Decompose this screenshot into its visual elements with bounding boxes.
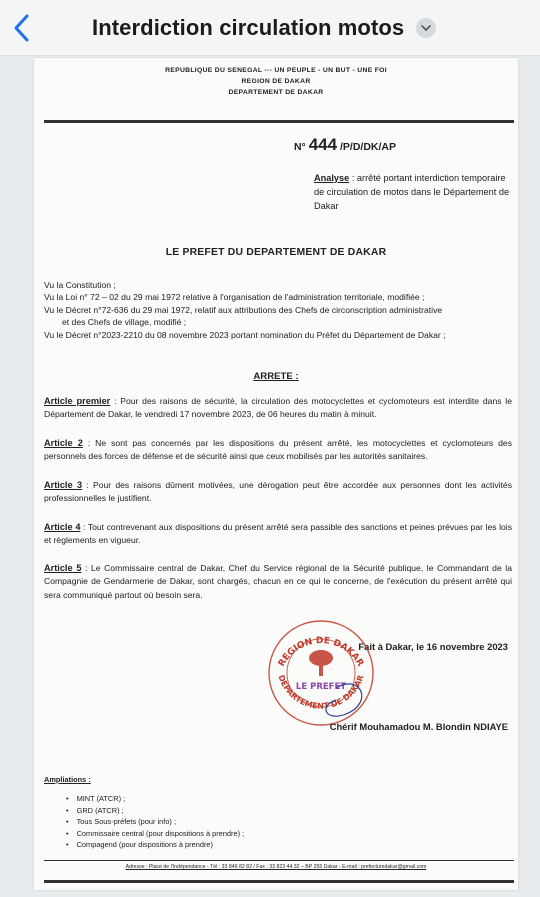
reference-suffix: /P/D/DK/AP — [339, 141, 396, 153]
list-item: • Commissaire central (pour dispositions à prendre) ; — [66, 828, 244, 839]
footer-address: Adresse : Place de l'Indépendance - Tél : 33 849 82 82 / Fax : 33 823 44 32 – BP 255 Dakar - E-mail : prefecturedakar@gmail.com — [125, 864, 427, 870]
article-label: Article 2 — [44, 438, 83, 448]
article-text: : Le Commissaire central de Dakar, Chef du Service régional de la Sécurité publique, le Commandant de la Compagnie de Gendarmerie de Dakar, sont chargés, chacun en ce qui le concerne, de l'exécution du présent arrêté qui sera communiqué partout où besoin sera. — [44, 563, 512, 600]
chevron-down-icon — [421, 24, 431, 32]
article-text: : Pour des raisons dûment motivées, une dérogation peut être accordée aux personnes dont les activités professionnelles le justifient. — [44, 480, 513, 504]
article-4 — [44, 520, 512, 548]
svg-text:DEPARTEMENT DE DAKAR: DEPARTEMENT DE DAKAR — [276, 673, 366, 711]
letterhead — [34, 66, 518, 99]
list-item: • Compagend (pour dispositions à prendre) — [66, 839, 244, 850]
analyse-text: : arrêté portant interdiction temporaire de circulation de motos dans le Département de Dakar — [314, 173, 510, 211]
signatory-name: Chérif Mouhamadou M. Blondin NDIAYE — [329, 721, 508, 732]
article-1 — [44, 394, 512, 422]
letterhead-line: DEPARTEMENT DE DAKAR — [228, 88, 324, 96]
article-text: : Pour des raisons de sécurité, la circulation des motocyclettes et cyclomoteurs est interdite dans le Département de Dakar, le vendredi 17 novembre 2023, de 06 heures du matin à minuit. — [44, 396, 512, 420]
list-item: • MINT (ATCR) ; — [66, 793, 244, 804]
vu-item: Vu le Décret n°72-636 du 29 mai 1972, relatif aux attributions des Chefs de circonscription administrative — [44, 304, 443, 315]
vu-item: Vu la Constitution ; — [44, 280, 116, 290]
divider — [44, 120, 514, 123]
divider — [44, 880, 514, 883]
divider — [44, 860, 514, 861]
list-item: • GRD (ATCR) ; — [66, 805, 244, 816]
article-label: Article 4 — [44, 522, 81, 532]
article-3 — [44, 478, 512, 506]
svg-text:REGION DE DAKAR: REGION DE DAKAR — [276, 636, 366, 669]
arrete-heading: ARRETE : — [253, 371, 299, 382]
letterhead-line: REPUBLIQUE DU SENEGAL -·- UN PEUPLE - UN BUT - UNE FOI — [165, 67, 387, 74]
back-button[interactable] — [2, 0, 42, 56]
document-page — [34, 58, 518, 890]
svg-text:LE PREFET: LE PREFET — [295, 682, 347, 692]
letterhead-line: REGION DE DAKAR — [241, 77, 311, 85]
article-label: Article premier — [44, 396, 111, 406]
vu-item: Vu la Loi n° 72 – 02 du 29 mai 1972 relative à l'organisation de l'administration territoriale, modifiée ; — [44, 292, 425, 303]
ampliations — [44, 774, 244, 851]
issuer-heading: LE PREFET DU DEPARTEMENT DE DAKAR — [165, 247, 387, 258]
article-label: Article 5 — [44, 563, 82, 573]
article-5 — [44, 561, 512, 602]
reference-prefix: N° — [293, 141, 306, 153]
expand-title-button[interactable] — [416, 18, 436, 38]
official-stamp — [266, 618, 376, 728]
vu-item: Vu le Décret n°2023-2210 du 08 novembre 2023 portant nomination du Préfet du Département de Dakar ; — [44, 329, 446, 340]
vu-item: et des Chefs de village, modifié ; — [62, 317, 187, 328]
page-title: Interdiction circulation motos — [92, 14, 405, 40]
article-2 — [44, 436, 512, 464]
ampliations-label: Ampliations : — [44, 775, 91, 784]
analyse-block — [314, 172, 514, 213]
reference-number — [294, 133, 396, 157]
article-text: : Tout contrevenant aux dispositions du présent arrêté sera passible des sanctions et peines prévues par les lois et règlements en vigueur. — [44, 522, 512, 546]
reference-value: 444 — [308, 135, 338, 154]
article-text: : Ne sont pas concernés par les dispositions du présent arrêté, les motocyclettes et cyclomoteurs des personnels des forces de défense et de sécurité ainsi que ceux mobilisés par les autorités sanitaires. — [44, 438, 512, 462]
analyse-label: Analyse — [314, 173, 350, 183]
vu-list — [44, 279, 510, 341]
app-header — [0, 0, 540, 56]
article-label: Article 3 — [44, 480, 83, 490]
list-item: • Tous Sous-préfets (pour info) ; — [66, 816, 244, 827]
place-date: Fait à Dakar, le 16 novembre 2023 — [358, 641, 508, 652]
chevron-left-icon — [12, 13, 32, 43]
